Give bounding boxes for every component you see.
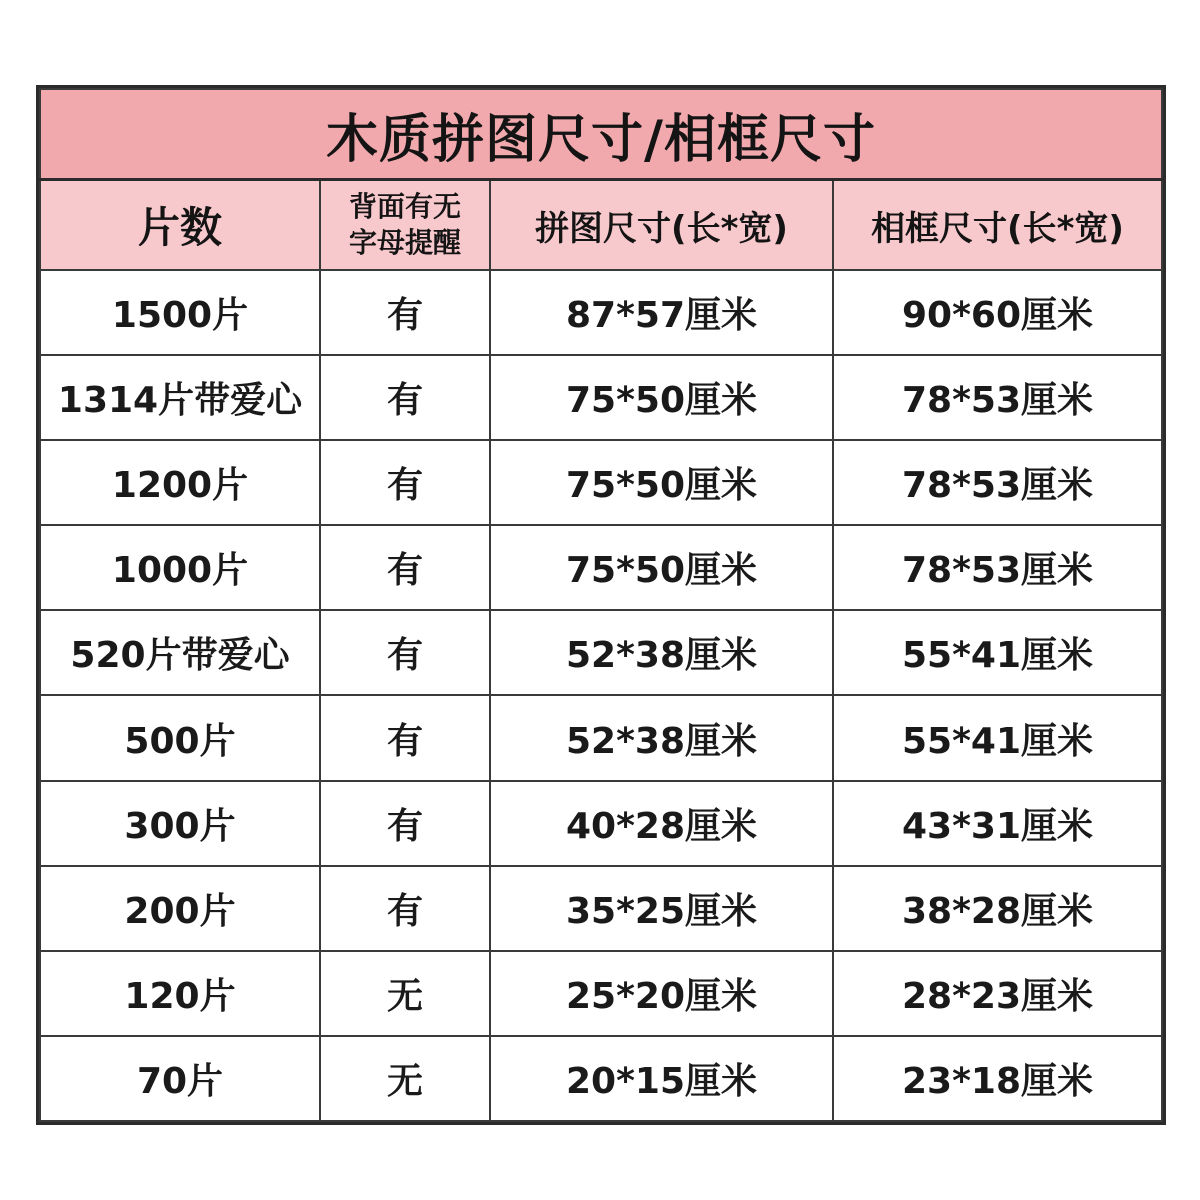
cell-frame-size: 78*53厘米: [833, 355, 1162, 440]
table-row: [40, 781, 1162, 866]
cell-puzzle-size: 52*38厘米: [490, 695, 833, 780]
cell-puzzle-size: 20*15厘米: [490, 1036, 833, 1121]
header-reminder: [320, 180, 490, 271]
cell-reminder: 有: [320, 610, 490, 695]
cell-reminder: 有: [320, 866, 490, 951]
title-row: [40, 89, 1162, 180]
cell-frame-size: 28*23厘米: [833, 951, 1162, 1036]
cell-pieces: 500片: [40, 695, 320, 780]
cell-pieces: 200片: [40, 866, 320, 951]
table-row: [40, 951, 1162, 1036]
cell-reminder: 有: [320, 440, 490, 525]
cell-reminder: 无: [320, 1036, 490, 1121]
cell-frame-size: 90*60厘米: [833, 270, 1162, 355]
table-row: [40, 270, 1162, 355]
cell-pieces: 1000片: [40, 525, 320, 610]
cell-puzzle-size: 40*28厘米: [490, 781, 833, 866]
cell-reminder: 无: [320, 951, 490, 1036]
cell-puzzle-size: 87*57厘米: [490, 270, 833, 355]
cell-frame-size: 78*53厘米: [833, 525, 1162, 610]
header-row: [40, 180, 1162, 271]
table-title: 木质拼图尺寸/相框尺寸: [40, 89, 1162, 180]
table-row: [40, 525, 1162, 610]
cell-puzzle-size: 75*50厘米: [490, 355, 833, 440]
header-pieces: 片数: [40, 180, 320, 271]
cell-puzzle-size: 35*25厘米: [490, 866, 833, 951]
cell-pieces: 70片: [40, 1036, 320, 1121]
cell-pieces: 1200片: [40, 440, 320, 525]
cell-pieces: 120片: [40, 951, 320, 1036]
header-reminder-line1: 背面有无: [348, 190, 461, 223]
cell-reminder: 有: [320, 525, 490, 610]
cell-puzzle-size: 25*20厘米: [490, 951, 833, 1036]
header-reminder-line2: 字母提醒: [348, 226, 461, 259]
table-row: [40, 866, 1162, 951]
size-chart: [36, 85, 1166, 1125]
cell-reminder: 有: [320, 355, 490, 440]
table-row: [40, 440, 1162, 525]
table-row: [40, 1036, 1162, 1121]
cell-frame-size: 43*31厘米: [833, 781, 1162, 866]
cell-pieces: 1500片: [40, 270, 320, 355]
cell-reminder: 有: [320, 270, 490, 355]
cell-puzzle-size: 75*50厘米: [490, 525, 833, 610]
cell-frame-size: 55*41厘米: [833, 610, 1162, 695]
cell-frame-size: 78*53厘米: [833, 440, 1162, 525]
cell-reminder: 有: [320, 781, 490, 866]
header-puzzle-size: 拼图尺寸(长*宽): [490, 180, 833, 271]
table-row: [40, 610, 1162, 695]
size-table: [39, 88, 1163, 1122]
cell-frame-size: 38*28厘米: [833, 866, 1162, 951]
cell-frame-size: 23*18厘米: [833, 1036, 1162, 1121]
cell-pieces: 1314片带爱心: [40, 355, 320, 440]
table-row: [40, 355, 1162, 440]
cell-pieces: 300片: [40, 781, 320, 866]
table-row: [40, 695, 1162, 780]
cell-puzzle-size: 52*38厘米: [490, 610, 833, 695]
cell-frame-size: 55*41厘米: [833, 695, 1162, 780]
cell-reminder: 有: [320, 695, 490, 780]
cell-pieces: 520片带爱心: [40, 610, 320, 695]
cell-puzzle-size: 75*50厘米: [490, 440, 833, 525]
header-frame-size: 相框尺寸(长*宽): [833, 180, 1162, 271]
